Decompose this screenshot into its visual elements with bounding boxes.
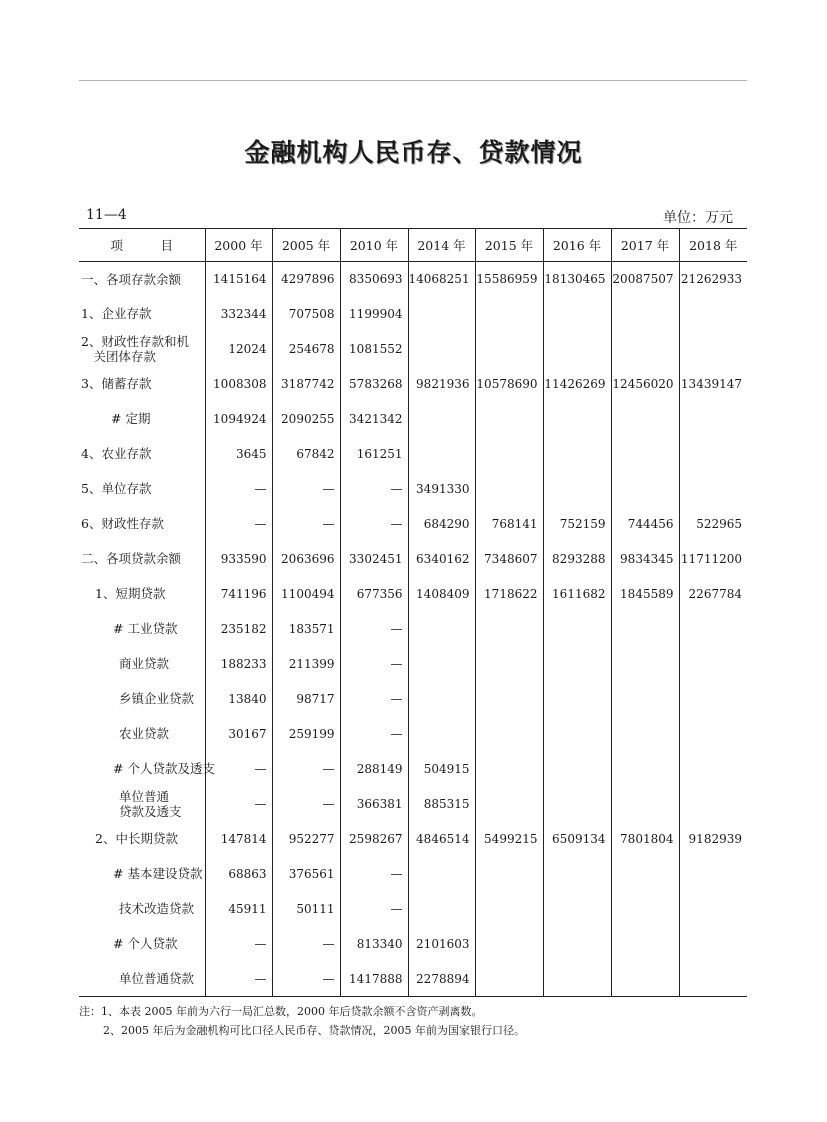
value-cell (543, 856, 611, 891)
value-cell: 4846514 (408, 821, 475, 856)
value-cell: 21262933 (679, 262, 747, 297)
value-cell (679, 646, 747, 681)
value-cell: 504915 (408, 751, 475, 786)
value-cell: 366381 (340, 786, 408, 821)
table-row (79, 786, 747, 821)
value-cell: 744456 (611, 506, 679, 541)
value-cell: 885315 (408, 786, 475, 821)
value-cell: 15586959 (475, 262, 543, 297)
column-header-year: 2014 年 (408, 229, 475, 262)
value-cell: 6340162 (408, 541, 475, 576)
value-cell (475, 436, 543, 471)
value-cell: 235182 (205, 611, 272, 646)
value-cell (611, 471, 679, 506)
table-row (79, 366, 747, 401)
value-cell: — (205, 506, 272, 541)
value-cell: — (340, 891, 408, 926)
row-label: # 基本建设贷款 (113, 866, 203, 881)
table-row (79, 716, 747, 751)
row-label: 农业贷款 (119, 726, 170, 741)
value-cell: 3421342 (340, 401, 408, 436)
value-cell (679, 961, 747, 997)
value-cell (475, 891, 543, 926)
value-cell: 68863 (205, 856, 272, 891)
value-cell (679, 751, 747, 786)
value-cell: 2267784 (679, 576, 747, 611)
value-cell (543, 401, 611, 436)
value-cell: — (205, 926, 272, 961)
column-header-year: 2010 年 (340, 229, 408, 262)
value-cell: 98717 (272, 681, 340, 716)
value-cell: — (272, 961, 340, 997)
value-cell (475, 471, 543, 506)
value-cell: 1199904 (340, 296, 408, 331)
page-title: 金融机构人民币存、贷款情况 (244, 138, 583, 167)
table-row (79, 646, 747, 681)
value-cell: 3187742 (272, 366, 340, 401)
value-cell: 161251 (340, 436, 408, 471)
value-cell: — (340, 856, 408, 891)
value-cell (611, 331, 679, 366)
value-cell: — (340, 506, 408, 541)
table-row (79, 961, 747, 997)
row-label: 1、短期贷款 (95, 586, 166, 601)
value-cell: 707508 (272, 296, 340, 331)
row-label: 5、单位存款 (81, 481, 152, 496)
value-cell: 147814 (205, 821, 272, 856)
value-cell (475, 401, 543, 436)
value-cell (475, 331, 543, 366)
table-row (79, 751, 747, 786)
value-cell (475, 296, 543, 331)
column-header-year: 2005 年 (272, 229, 340, 262)
value-cell (611, 681, 679, 716)
value-cell: 813340 (340, 926, 408, 961)
row-label: 2、财政性存款和机 关团体存款 (81, 333, 189, 364)
value-cell (679, 716, 747, 751)
value-cell: 752159 (543, 506, 611, 541)
value-cell: 684290 (408, 506, 475, 541)
row-label: 乡镇企业贷款 (119, 691, 195, 706)
value-cell (408, 436, 475, 471)
value-cell (679, 471, 747, 506)
note-line: 注：1、本表 2005 年前为六行一局汇总数，2000 年后贷款余额不含资产剥离数。 (79, 1005, 483, 1018)
value-cell (408, 716, 475, 751)
value-cell: 259199 (272, 716, 340, 751)
table-header-row (79, 229, 747, 262)
table-row (79, 856, 747, 891)
value-cell: 522965 (679, 506, 747, 541)
table-row (79, 436, 747, 471)
value-cell (408, 296, 475, 331)
value-cell (475, 926, 543, 961)
row-label: 1、企业存款 (81, 306, 152, 321)
value-cell: 741196 (205, 576, 272, 611)
value-cell (543, 646, 611, 681)
value-cell: 1611682 (543, 576, 611, 611)
value-cell: 952277 (272, 821, 340, 856)
value-cell: 12456020 (611, 366, 679, 401)
value-cell (543, 716, 611, 751)
value-cell (543, 926, 611, 961)
column-header-item: 项 目 (79, 229, 205, 262)
value-cell: 677356 (340, 576, 408, 611)
value-cell: 9821936 (408, 366, 475, 401)
value-cell (679, 611, 747, 646)
value-cell (611, 961, 679, 997)
table-row (79, 681, 747, 716)
value-cell (475, 611, 543, 646)
value-cell: 13439147 (679, 366, 747, 401)
row-label: 单位普通贷款 (79, 961, 205, 997)
value-cell (543, 786, 611, 821)
unit-label: 单位：万元 (663, 210, 733, 226)
value-cell: — (205, 471, 272, 506)
value-cell: 768141 (475, 506, 543, 541)
header-rule (79, 80, 747, 81)
value-cell: — (272, 751, 340, 786)
note-line: 2、2005 年后为金融机构可比口径人民币存、贷款情况，2005 年前为国家银行口径。 (103, 1024, 525, 1037)
row-label: 4、农业存款 (81, 446, 152, 461)
value-cell: — (272, 786, 340, 821)
value-cell: 376561 (272, 856, 340, 891)
value-cell (611, 926, 679, 961)
table-row (79, 471, 747, 506)
value-cell (679, 681, 747, 716)
value-cell (543, 681, 611, 716)
value-cell: 1408409 (408, 576, 475, 611)
value-cell: 67842 (272, 436, 340, 471)
value-cell: 933590 (205, 541, 272, 576)
value-cell (543, 751, 611, 786)
row-label: # 定期 (111, 411, 151, 426)
row-label: 商业贷款 (119, 656, 170, 671)
value-cell: 12024 (205, 331, 272, 366)
table-notes (79, 1002, 525, 1040)
row-label: # 个人贷款 (113, 936, 178, 951)
value-cell (679, 436, 747, 471)
value-cell (408, 611, 475, 646)
value-cell: — (205, 961, 272, 997)
table-row (79, 262, 747, 297)
value-cell (679, 856, 747, 891)
value-cell: 2063696 (272, 541, 340, 576)
value-cell (475, 681, 543, 716)
value-cell: — (272, 506, 340, 541)
value-cell (611, 786, 679, 821)
value-cell (679, 401, 747, 436)
value-cell (543, 611, 611, 646)
value-cell: 2598267 (340, 821, 408, 856)
value-cell: 1100494 (272, 576, 340, 611)
value-cell: 1718622 (475, 576, 543, 611)
column-header-year: 2016 年 (543, 229, 611, 262)
column-header-year: 2015 年 (475, 229, 543, 262)
value-cell (408, 401, 475, 436)
row-label: 6、财政性存款 (81, 516, 164, 531)
value-cell: — (340, 471, 408, 506)
value-cell: 3491330 (408, 471, 475, 506)
value-cell (679, 926, 747, 961)
value-cell (475, 856, 543, 891)
value-cell (408, 856, 475, 891)
value-cell: 254678 (272, 331, 340, 366)
value-cell: 188233 (205, 646, 272, 681)
value-cell: 288149 (340, 751, 408, 786)
value-cell: 8350693 (340, 262, 408, 297)
value-cell (408, 331, 475, 366)
table-row (79, 401, 747, 436)
column-header-year: 2000 年 (205, 229, 272, 262)
value-cell: 5783268 (340, 366, 408, 401)
value-cell: 1417888 (340, 961, 408, 997)
value-cell: — (205, 751, 272, 786)
column-header-year: 2018 年 (679, 229, 747, 262)
value-cell: — (340, 716, 408, 751)
value-cell: — (272, 471, 340, 506)
row-label: 一、各项存款余额 (81, 271, 182, 287)
table-row (79, 331, 747, 366)
value-cell: 8293288 (543, 541, 611, 576)
value-cell (611, 611, 679, 646)
value-cell: 211399 (272, 646, 340, 681)
table-row (79, 821, 747, 856)
table-row (79, 576, 747, 611)
value-cell (611, 891, 679, 926)
row-label: # 工业贷款 (113, 621, 178, 636)
value-cell (475, 961, 543, 997)
value-cell: — (340, 646, 408, 681)
value-cell (408, 681, 475, 716)
value-cell: 1845589 (611, 576, 679, 611)
table-row (79, 296, 747, 331)
table-row (79, 611, 747, 646)
table-row (79, 541, 747, 576)
value-cell: 30167 (205, 716, 272, 751)
value-cell: — (340, 611, 408, 646)
value-cell: 1094924 (205, 401, 272, 436)
value-cell (475, 786, 543, 821)
value-cell (475, 716, 543, 751)
value-cell: 20087507 (611, 262, 679, 297)
value-cell: 2090255 (272, 401, 340, 436)
value-cell (475, 646, 543, 681)
value-cell (679, 296, 747, 331)
value-cell (543, 961, 611, 997)
value-cell (408, 646, 475, 681)
value-cell: 4297896 (272, 262, 340, 297)
value-cell (543, 296, 611, 331)
value-cell: 50111 (272, 891, 340, 926)
value-cell: 45911 (205, 891, 272, 926)
value-cell (543, 331, 611, 366)
value-cell: 3302451 (340, 541, 408, 576)
value-cell (611, 716, 679, 751)
value-cell: 11711200 (679, 541, 747, 576)
column-header-year: 2017 年 (611, 229, 679, 262)
value-cell: 2101603 (408, 926, 475, 961)
value-cell (611, 751, 679, 786)
row-label: 二、各项贷款余额 (81, 551, 182, 566)
value-cell (679, 891, 747, 926)
value-cell: 1415164 (205, 262, 272, 297)
table-code: 11—4 (86, 207, 127, 223)
value-cell (611, 436, 679, 471)
value-cell (611, 401, 679, 436)
value-cell: 11426269 (543, 366, 611, 401)
value-cell: 5499215 (475, 821, 543, 856)
value-cell: — (340, 681, 408, 716)
value-cell: 18130465 (543, 262, 611, 297)
value-cell (543, 436, 611, 471)
table-row (79, 506, 747, 541)
value-cell: 13840 (205, 681, 272, 716)
value-cell (679, 786, 747, 821)
value-cell: — (205, 786, 272, 821)
row-label: 单位普通 贷款及透支 (119, 788, 182, 819)
value-cell: 1008308 (205, 366, 272, 401)
value-cell: 9834345 (611, 541, 679, 576)
table-row (79, 926, 747, 961)
value-cell (611, 856, 679, 891)
value-cell: 1081552 (340, 331, 408, 366)
value-cell: 7801804 (611, 821, 679, 856)
value-cell (679, 331, 747, 366)
value-cell (408, 891, 475, 926)
value-cell: 14068251 (408, 262, 475, 297)
value-cell (475, 751, 543, 786)
value-cell: 9182939 (679, 821, 747, 856)
value-cell: 10578690 (475, 366, 543, 401)
row-label: 2、中长期贷款 (95, 831, 178, 846)
value-cell: 183571 (272, 611, 340, 646)
value-cell: 2278894 (408, 961, 475, 997)
value-cell (611, 646, 679, 681)
value-cell: — (272, 926, 340, 961)
value-cell: 332344 (205, 296, 272, 331)
value-cell (543, 471, 611, 506)
table-body (79, 262, 747, 997)
value-cell (543, 891, 611, 926)
deposit-loan-table (79, 228, 747, 997)
value-cell (611, 296, 679, 331)
row-label: # 个人贷款及透支 (113, 761, 215, 776)
row-label: 技术改造贷款 (119, 901, 195, 916)
value-cell: 3645 (205, 436, 272, 471)
value-cell: 6509134 (543, 821, 611, 856)
table-row (79, 891, 747, 926)
row-label: 3、储蓄存款 (81, 376, 152, 391)
value-cell: 7348607 (475, 541, 543, 576)
